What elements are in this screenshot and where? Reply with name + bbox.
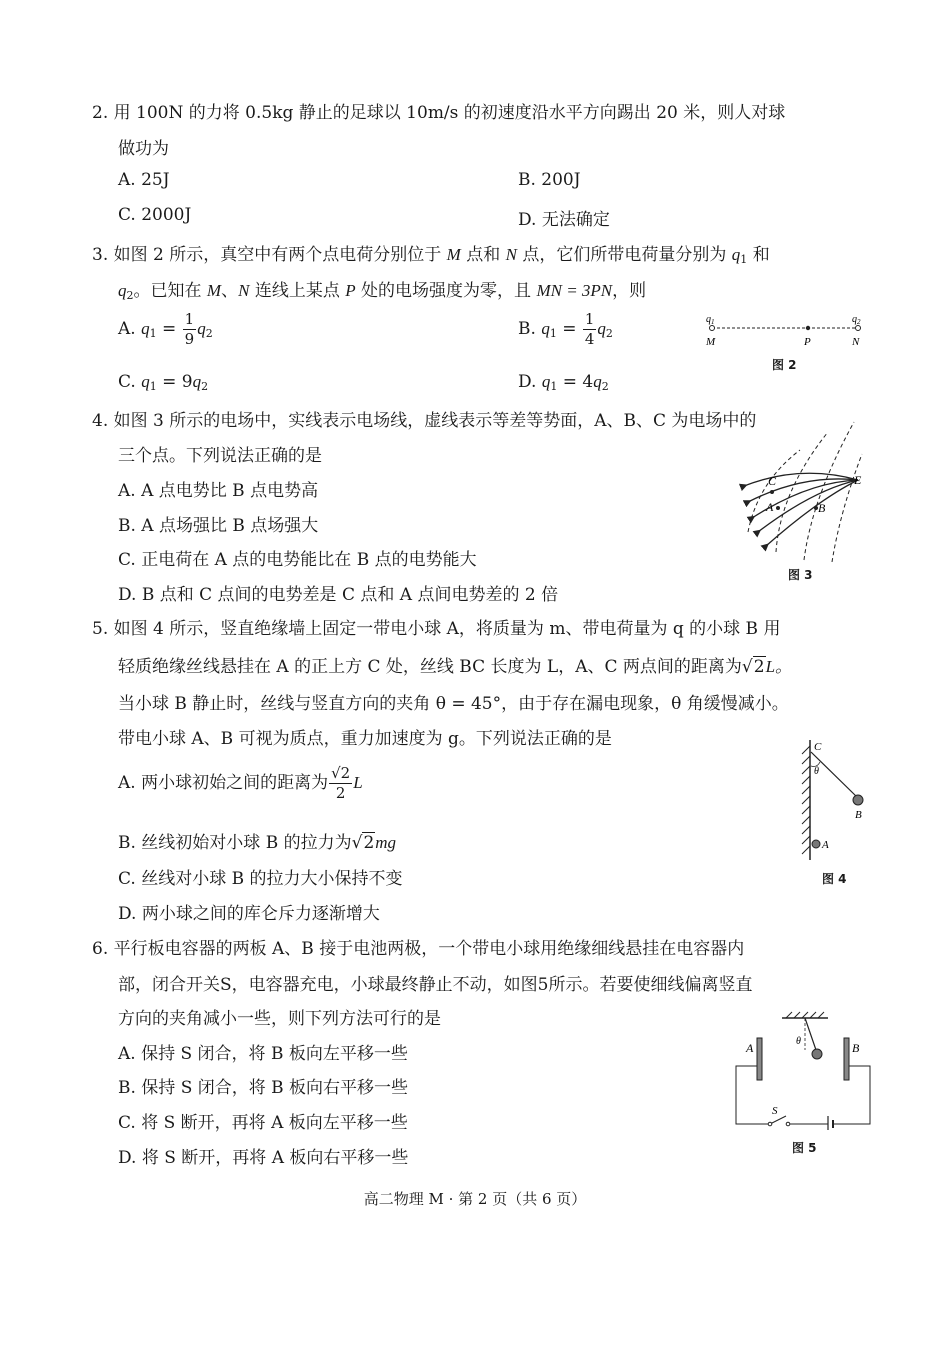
q4-stem-line1: 4. 如图 3 所示的电场中，实线表示电场线，虚线表示等差等势面，A、B、C 为电场中的 xyxy=(92,411,757,431)
q2-option-c: C. 2000J xyxy=(118,205,192,225)
q5-option-b: B. 丝线初始对小球 B 的拉力为√2mg xyxy=(118,833,397,853)
figure-3-caption: 图 3 xyxy=(788,568,813,582)
q6-option-c: C. 将 S 断开，再将 A 板向左平移一些 xyxy=(118,1113,408,1133)
q4-option-a: A. A 点电势比 B 点电势高 xyxy=(118,481,319,501)
fig3-label-c: C xyxy=(768,474,777,488)
figure-5-diagram xyxy=(730,1010,880,1130)
q5-option-a: A. 两小球初始之间的距离为 $\frac{√2}{2}$ L xyxy=(118,764,363,802)
fig2-label-m: M xyxy=(706,336,716,348)
q3-option-c: C. $q_1 = 9q_2$ xyxy=(118,372,209,393)
q6-stem-line3: 方向的夹角减小一些，则下列方法可行的是 xyxy=(118,1009,441,1029)
fig4-label-a: A xyxy=(822,839,829,851)
fig2-label-q2: $q_2$ xyxy=(852,314,861,326)
q2-stem-line2: 做功为 xyxy=(118,139,169,159)
q5-option-c: C. 丝线对小球 B 的拉力大小保持不变 xyxy=(118,869,403,889)
q3-option-d: D. $q_1 = 4q_2$ xyxy=(518,372,609,393)
fig2-label-q1: $q_1$ xyxy=(706,314,715,326)
figure-4-diagram xyxy=(790,732,880,867)
fig3-label-b: B xyxy=(818,501,826,515)
fig5-label-b: B xyxy=(852,1041,860,1055)
q6-option-a: A. 保持 S 闭合，将 B 板向左平移一些 xyxy=(118,1044,408,1064)
fig4-label-b: B xyxy=(855,809,862,821)
fig3-label-a: A xyxy=(766,500,774,514)
fig4-label-c: C xyxy=(814,741,822,753)
q6-option-d: D. 将 S 断开，再将 A 板向右平移一些 xyxy=(118,1148,409,1168)
q6-stem-line1: 6. 平行板电容器的两板 A、B 接于电池两极，一个带电小球用绝缘细线悬挂在电容器内 xyxy=(92,939,745,959)
q2-option-a: A. 25J xyxy=(118,170,170,190)
fig5-label-s: S xyxy=(772,1105,778,1117)
q2-stem-line1: 2. 用 100N 的力将 0.5kg 静止的足球以 10m/s 的初速度沿水平方向踢出 20 米，则人对球 xyxy=(92,103,786,123)
q3-option-b: B. $q_1$ = $\frac{1}{4}$ $q_2$ xyxy=(518,310,613,348)
q4-option-d: D. B 点和 C 点间的电势差是 C 点和 A 点间电势差的 2 倍 xyxy=(118,585,559,605)
figure-2-caption: 图 2 xyxy=(772,358,797,372)
fig2-label-n: N xyxy=(852,336,860,348)
fig3-label-e: E xyxy=(854,473,862,487)
q5-option-d: D. 两小球之间的库仑斥力逐渐增大 xyxy=(118,904,380,924)
q5-stem-line4: 带电小球 A、B 可视为质点，重力加速度为 g。下列说法正确的是 xyxy=(118,729,612,749)
q6-option-b: B. 保持 S 闭合，将 B 板向右平移一些 xyxy=(118,1078,409,1098)
q4-option-b: B. A 点场强比 B 点场强大 xyxy=(118,516,319,536)
q5-stem-line2: 轻质绝缘丝线悬挂在 A 的正上方 C 处，丝线 BC 长度为 L，A、C 两点间的距离为√2L。 xyxy=(118,657,793,677)
figure-5-caption: 图 5 xyxy=(792,1141,817,1155)
q6-stem-line2: 部，闭合开关S，电容器充电，小球最终静止不动，如图5所示。若要使细线偏离竖直 xyxy=(118,975,753,995)
q3-stem-line1: 3. 如图 2 所示，真空中有两个点电荷分别位于 M 点和 N 点，它们所带电荷量分别为 $q_1$ 和 xyxy=(92,245,770,266)
q3-stem-line2: $q_2$。已知在 M、N 连线上某点 P 处的电场强度为零，且 MN = 3PN，则 xyxy=(118,281,647,302)
fig4-label-theta: θ xyxy=(814,766,819,777)
q4-stem-line2: 三个点。下列说法正确的是 xyxy=(118,446,322,466)
fig2-label-p: P xyxy=(804,336,811,348)
figure-4-caption: 图 4 xyxy=(822,872,847,886)
q4-option-c: C. 正电荷在 A 点的电势能比在 B 点的电势能大 xyxy=(118,550,477,570)
q5-stem-line1: 5. 如图 4 所示，竖直绝缘墙上固定一带电小球 A，将质量为 m、带电荷量为 q 的小球 B 用 xyxy=(92,619,781,639)
q2-option-d: D. 无法确定 xyxy=(518,210,610,230)
q3-option-a: A. $q_1$ = $\frac{1}{9}$ $q_2$ xyxy=(118,310,213,348)
fig5-label-theta: θ xyxy=(796,1036,801,1047)
figure-3-diagram xyxy=(728,412,868,562)
q2-option-b: B. 200J xyxy=(518,170,581,190)
q5-stem-line3: 当小球 B 静止时，丝线与竖直方向的夹角 θ = 45°，由于存在漏电现象，θ 角缓慢减小。 xyxy=(118,694,789,714)
fig5-label-a: A xyxy=(746,1041,754,1055)
page-footer: 高二物理 M · 第 2 页（共 6 页） xyxy=(363,1190,587,1208)
